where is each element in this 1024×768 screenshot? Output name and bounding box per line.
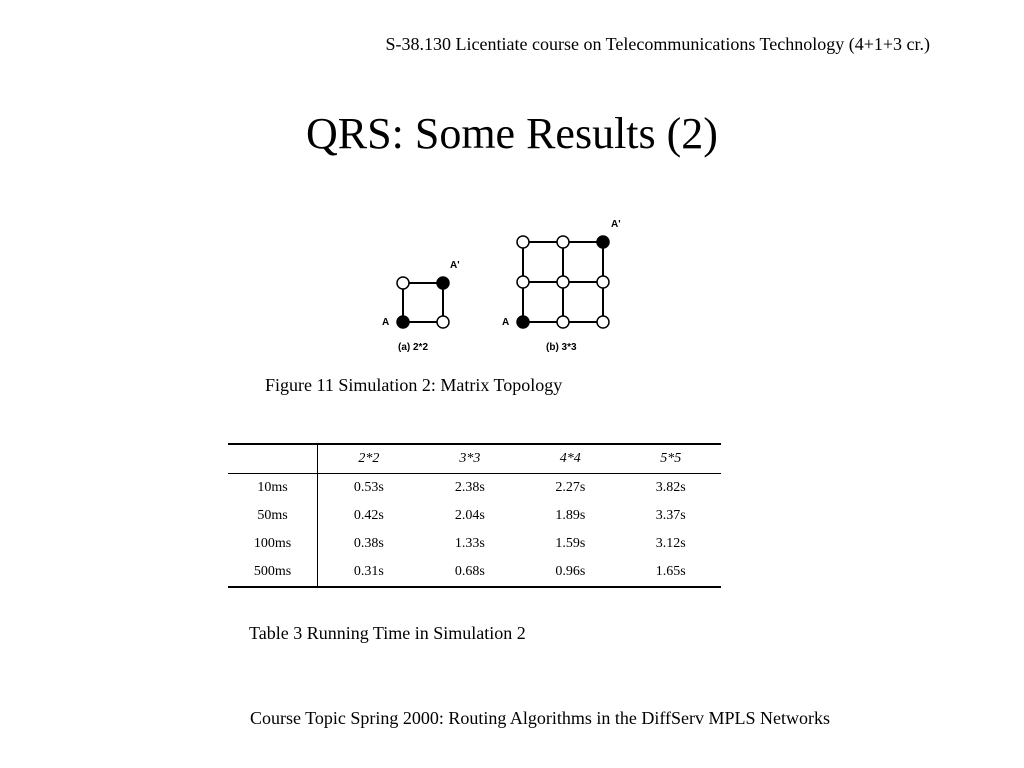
grid-a-dest-label: A' <box>450 260 460 271</box>
column-header: 2*2 <box>318 444 420 474</box>
course-header: S-38.130 Licentiate course on Telecommunications Technology (4+1+3 cr.) <box>385 34 930 54</box>
table-cell: 2.04s <box>454 508 485 523</box>
table-row <box>228 502 721 530</box>
row-header: 50ms <box>228 502 318 530</box>
table-cell: 1.59s <box>555 536 586 551</box>
table-cell: 0.31s <box>353 564 384 579</box>
grid-a-caption: (a) 2*2 <box>398 342 429 353</box>
table-cell: 3.12s <box>655 536 686 551</box>
row-header: 10ms <box>228 474 318 503</box>
node-open <box>557 316 569 328</box>
table-cell: 1.65s <box>655 564 686 579</box>
table-cell: 0.96s <box>555 564 586 579</box>
matrix-topology-figure <box>370 212 640 362</box>
node-dest-filled <box>437 277 449 289</box>
column-header: 3*3 <box>420 444 520 474</box>
node-open <box>517 236 529 248</box>
row-header: 500ms <box>228 558 318 587</box>
table-caption: Table 3 Running Time in Simulation 2 <box>249 623 526 643</box>
table-cell: 0.42s <box>353 508 384 523</box>
node-source-filled <box>397 316 409 328</box>
node-source-filled <box>517 316 529 328</box>
node-open <box>597 276 609 288</box>
column-header: 5*5 <box>621 444 721 474</box>
column-header: 4*4 <box>520 444 620 474</box>
node-open <box>597 316 609 328</box>
node-open <box>397 277 409 289</box>
table-row <box>228 474 721 503</box>
table-row <box>228 530 721 558</box>
node-dest-filled <box>597 236 609 248</box>
row-header: 100ms <box>228 530 318 558</box>
slide-title: QRS: Some Results (2) <box>306 109 718 158</box>
table-cell: 0.68s <box>454 564 485 579</box>
running-time-table <box>228 443 721 588</box>
course-footer: Course Topic Spring 2000: Routing Algorithms in the DiffServ MPLS Networks <box>249 708 831 728</box>
node-open <box>517 276 529 288</box>
grid-b-source-label: A <box>502 317 510 328</box>
table-cell: 0.38s <box>353 536 384 551</box>
running-time-table-wrap <box>228 443 721 588</box>
node-open <box>557 276 569 288</box>
node-open <box>557 236 569 248</box>
grid-b-dest-label: A' <box>611 219 621 230</box>
table-cell: 2.27s <box>555 480 586 495</box>
table-cell: 2.38s <box>454 480 485 495</box>
figure-caption: Figure 11 Simulation 2: Matrix Topology <box>265 375 563 395</box>
table-cell: 1.33s <box>454 536 485 551</box>
matrix-topology-diagram <box>370 212 640 362</box>
table-cell: 1.89s <box>555 508 586 523</box>
grid-b-caption: (b) 3*3 <box>546 342 577 353</box>
table-header-row <box>228 444 721 474</box>
column-header <box>228 444 318 474</box>
grid-2x2 <box>403 283 443 322</box>
table-cell: 3.37s <box>655 508 686 523</box>
grid-a-source-label: A <box>382 317 390 328</box>
node-open <box>437 316 449 328</box>
table-cell: 0.53s <box>353 480 384 495</box>
grid-2x2-nodes <box>397 277 449 328</box>
table-row <box>228 558 721 587</box>
table-cell: 3.82s <box>655 480 686 495</box>
